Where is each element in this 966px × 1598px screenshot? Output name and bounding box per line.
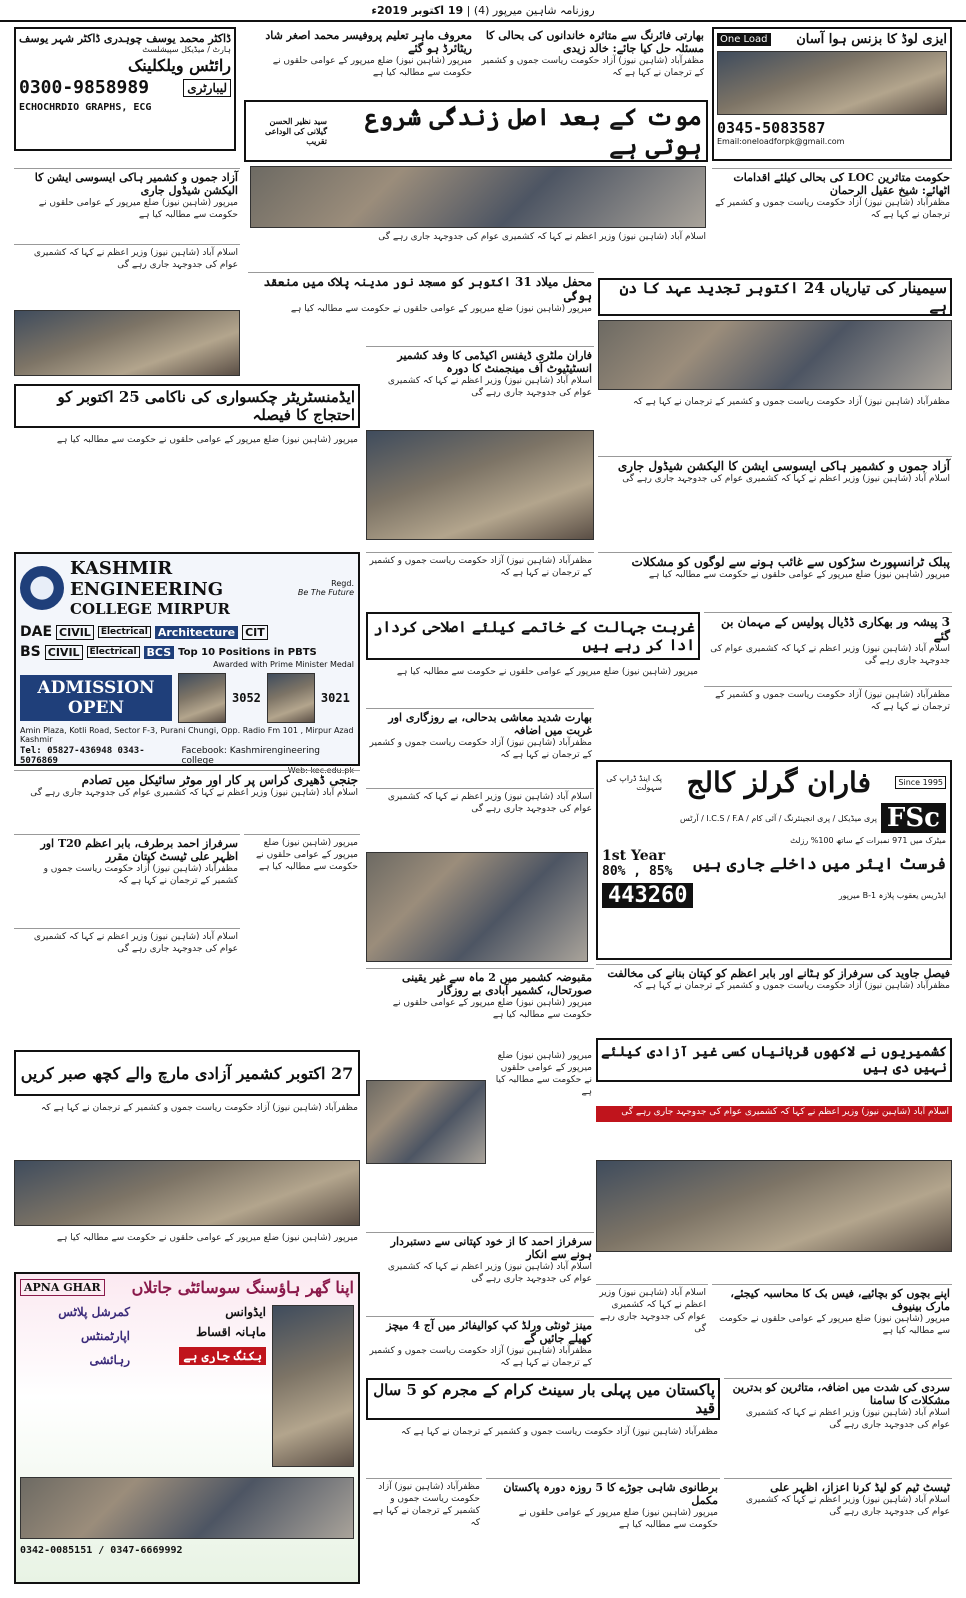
college-name-1: KASHMIR ENGINEERING bbox=[70, 558, 224, 600]
left-lower-small bbox=[14, 928, 240, 1038]
kashmir-2months-story bbox=[366, 968, 594, 1044]
top10-label: Top 10 Positions in PBTS bbox=[178, 646, 317, 658]
center-small-stories-text: اسلام آباد (شاہین نیوز) وزیر اعظم نے کہا کہ کشمیری عوام کی جدوجہد جاری رہے گی bbox=[387, 792, 592, 814]
facebook-body: میرپور (شاہین نیوز) ضلع میرپور کے عوامی حلقوں نے حکومت سے مطالبہ کیا ہے bbox=[719, 1314, 950, 1336]
apna-ghar-brand: APNA GHAR bbox=[20, 1279, 105, 1296]
faran-military-story bbox=[366, 346, 594, 426]
sentence-body bbox=[366, 1424, 720, 1474]
poverty-body bbox=[366, 664, 700, 704]
economy-story bbox=[366, 708, 594, 784]
faran-phone: 443260 bbox=[602, 883, 693, 908]
issue-date: 19 اکتوبر 2019ء bbox=[371, 3, 464, 17]
faran-percent: 80% , 85% bbox=[602, 864, 673, 879]
apna-ghar-phones: 0342-0085151 / 0347-6669992 bbox=[20, 1545, 183, 1556]
college-name-2: COLLEGE MIRPUR bbox=[70, 600, 230, 618]
t20-body: مظفرآباد (شاہین نیوز) آزاد حکومت ریاست جموں و کشمیر کے ترجمان نے کہا ہے کہ bbox=[43, 864, 238, 886]
t20-headline: سرفراز احمد برطرف، بابر اعظم T20 اور اظہر علی ٹیسٹ کپتان مقرر bbox=[40, 837, 238, 863]
sentence-body-text: مظفرآباد (شاہین نیوز) آزاد حکومت ریاست جموں و کشمیر کے ترجمان نے کہا ہے کہ bbox=[401, 1427, 718, 1437]
t20-story bbox=[14, 834, 240, 924]
accident-headline: جنجی ڈھیری کراس پر کار اور موٹر سائیکل میں تصادم bbox=[81, 773, 358, 787]
sarfraz-story bbox=[366, 1232, 594, 1312]
test-team-headline: ٹیسٹ ٹیم کو لیڈ کرنا اعزاز، اظہر علی bbox=[770, 1481, 950, 1494]
worldcup-headline: مینز ٹونٹی ورلڈ کپ کوالیفائر میں آج 4 میچز کھیلے جائیں گے bbox=[386, 1319, 592, 1345]
economy-headline: بھارت شدید معاشی بدحالی، بے روزگاری اور غربت میں اضافہ bbox=[388, 711, 592, 737]
economy-body: مظفرآباد (شاہین نیوز) آزاد حکومت ریاست جموں و کشمیر کے ترجمان نے کہا ہے کہ bbox=[369, 738, 592, 760]
police-story bbox=[704, 612, 952, 682]
sarfraz-body: اسلام آباد (شاہین نیوز) وزیر اعظم نے کہا کہ کشمیری عوام کی جدوجہد جاری رہے گی bbox=[387, 1262, 592, 1284]
student-photo-1 bbox=[178, 673, 226, 723]
cold-body: اسلام آباد (شاہین نیوز) وزیر اعظم نے کہا کہ کشمیری عوام کی جدوجہد جاری رہے گی bbox=[745, 1408, 950, 1430]
bcs-badge: BCS bbox=[144, 646, 175, 659]
sentence-banner bbox=[366, 1378, 720, 1420]
score-1: 3052 bbox=[232, 691, 261, 705]
left-lower-small-text: اسلام آباد (شاہین نیوز) وزیر اعظم نے کہا کہ کشمیری عوام کی جدوجہد جاری رہے گی bbox=[33, 932, 238, 954]
faran-title: فاران گرلز کالج bbox=[686, 766, 871, 799]
worldcup-body: مظفرآباد (شاہین نیوز) آزاد حکومت ریاست جموں و کشمیر کے ترجمان نے کہا ہے کہ bbox=[369, 1346, 592, 1368]
medal-label: Awarded with Prime Minister Medal bbox=[213, 660, 354, 669]
captaincy-story bbox=[596, 964, 952, 1034]
college-web: Web: kec.edu.pk bbox=[287, 766, 354, 775]
booking-label: بکنگ جاری ہے bbox=[179, 1347, 266, 1365]
test-team-story bbox=[724, 1478, 952, 1584]
fsc-label: FSc bbox=[881, 803, 946, 833]
faran-military-body: اسلام آباد (شاہین نیوز) وزیر اعظم نے کہا کہ کشمیری عوام کی جدوجہد جاری رہے گی bbox=[387, 376, 592, 398]
clinic-tests: ECHOCHRDIO GRAPHS, ECG bbox=[19, 102, 152, 113]
architecture-badge: Architecture bbox=[155, 626, 238, 639]
kashmir-2months-headline: مقبوضہ کشمیر میں 2 ماہ سے غیر یقینی صورتحال، کشمیر آبادی بے روزگار bbox=[401, 971, 592, 997]
bottom-center-small-text: مظفرآباد (شاہین نیوز) آزاد حکومت ریاست جموں و کشمیر کے ترجمان نے کہا ہے کہ bbox=[372, 1482, 480, 1528]
apartments-label: اپارٹمنٹس bbox=[81, 1329, 130, 1343]
meeting-photo-center bbox=[366, 852, 588, 962]
facebook-headline: اپنے بچوں کو بچائیے، فیس بک کا محاسبہ کیجئے، مارک بینیوف bbox=[730, 1287, 950, 1313]
admin-body bbox=[14, 432, 360, 546]
meeting-photo-right bbox=[596, 1160, 952, 1252]
bottom-center-small bbox=[366, 1478, 482, 1584]
lead-banner bbox=[244, 100, 708, 162]
left-caption-text: میرپور (شاہین نیوز) ضلع میرپور کے عوامی حلقوں نے حکومت سے مطالبہ کیا ہے bbox=[56, 1233, 358, 1243]
easyload-phone: 0345-5083587 bbox=[717, 119, 826, 137]
masthead: روزنامہ شاہین میرپور (4) bbox=[473, 3, 595, 17]
loc-body: مظفرآباد (شاہین نیوز) آزاد حکومت ریاست جموں و کشمیر کے ترجمان نے کہا ہے کہ bbox=[715, 198, 950, 220]
oct27-body-text: مظفرآباد (شاہین نیوز) آزاد حکومت ریاست جموں و کشمیر کے ترجمان نے کہا ہے کہ bbox=[41, 1103, 358, 1113]
admin-banner bbox=[14, 384, 360, 428]
election2-story bbox=[598, 456, 952, 546]
milad-headline: محفل میلاد 31 اکتوبر کو مسجد نور مدینہ پلاک میں منعقد ہوگی bbox=[263, 275, 592, 303]
small-story-left bbox=[14, 244, 240, 304]
left-mid-small bbox=[244, 834, 360, 1044]
clinic-name: رائٹس ویلکلینک bbox=[127, 56, 231, 75]
left-caption bbox=[14, 1230, 360, 1266]
loc-headline: حکومت متاثرین LOC کی بحالی کیلئے اقدامات اٹھائے: شیخ عقیل الرحمان bbox=[733, 171, 950, 197]
hockey-story bbox=[14, 168, 240, 240]
lead-photo bbox=[250, 166, 706, 228]
student-photo-2 bbox=[267, 673, 315, 723]
doctor-name-2: ڈاکٹر شہر یوسف bbox=[19, 32, 101, 45]
faran-ad bbox=[596, 760, 952, 960]
residential-label: رہائشی bbox=[89, 1353, 130, 1367]
oct27-headline: 27 اکتوبر کشمیر آزادی مارچ والے کچھ صبر کریں bbox=[20, 1063, 354, 1083]
black-day-photo bbox=[598, 320, 952, 390]
apna-ghar-title: اپنا گھر ہاؤسنگ سوسائٹی جاتلاں bbox=[131, 1278, 354, 1297]
hockey-body: میرپور (شاہین نیوز) ضلع میرپور کے عوامی حلقوں نے حکومت سے مطالبہ کیا ہے bbox=[38, 198, 238, 220]
transport-story bbox=[598, 552, 952, 608]
poverty-headline: غربت جہالت کے خاتمے کیلئے اصلاحی کردار ادا کر رہے ہیں bbox=[373, 618, 695, 654]
police-headline: 3 پیشہ ور بھکاری ڈڈیال پولیس کے مہمان بن گئے bbox=[720, 615, 950, 643]
sacrifice-headline: کشمیریوں نے لاکھوں قربانیاں کسی غیر آزادی کیلئے نہیں دی ہیں bbox=[601, 1044, 947, 1076]
easyload-image bbox=[717, 51, 947, 115]
easyload-ad bbox=[712, 27, 952, 161]
captaincy-body: مظفرآباد (شاہین نیوز) آزاد حکومت ریاست جموں و کشمیر کے ترجمان نے کہا ہے کہ bbox=[633, 981, 950, 991]
award-stories-text: میرپور (شاہین نیوز) ضلع میرپور کے عوامی حلقوں نے حکومت سے مطالبہ کیا ہے bbox=[495, 1051, 592, 1097]
royal-body: میرپور (شاہین نیوز) ضلع میرپور کے عوامی حلقوں نے حکومت سے مطالبہ کیا ہے bbox=[518, 1508, 718, 1530]
transport-body: میرپور (شاہین نیوز) ضلع میرپور کے عوامی حلقوں نے حکومت سے مطالبہ کیا ہے bbox=[648, 570, 950, 580]
admin-body-text: میرپور (شاہین نیوز) ضلع میرپور کے عوامی حلقوں نے حکومت سے مطالبہ کیا ہے bbox=[56, 435, 358, 445]
lead-caption bbox=[250, 231, 706, 265]
open-label: OPEN bbox=[67, 698, 125, 718]
oct27-banner bbox=[14, 1050, 360, 1096]
admin-headline: ایڈمنسٹریٹر چکسواری کی ناکامی 25 اکتوبر کو احتجاج کا فیصلہ bbox=[57, 388, 355, 424]
first-year-label: 1st Year bbox=[602, 848, 666, 864]
clinic-specialty: ہارٹ / میڈیکل سپیشلسٹ bbox=[142, 45, 231, 54]
faran-address: ایڈریس یعقوب پلازہ B-1 میرپور bbox=[838, 891, 946, 900]
award-stories bbox=[490, 1048, 594, 1228]
cold-headline: سردی کی شدت میں اضافہ، متاثرین کو بدترین مشکلات کا سامنا bbox=[732, 1381, 950, 1407]
kashmir-2months-body: میرپور (شاہین نیوز) ضلع میرپور کے عوامی حلقوں نے حکومت سے مطالبہ کیا ہے bbox=[392, 998, 592, 1020]
page-header: روزنامہ شاہین میرپور (4) | 19 اکتوبر 2019ء bbox=[0, 0, 966, 22]
hockey-headline: آزاد جموں و کشمیر ہاکی ایسوسی ایشن کا الیکشن شیڈول جاری bbox=[34, 171, 238, 197]
engineering-ad bbox=[14, 552, 360, 775]
sacrifice-banner bbox=[596, 1038, 952, 1082]
civil-badge: CIVIL bbox=[56, 625, 94, 640]
black-day-body bbox=[598, 394, 952, 450]
tagline: Be The Future bbox=[297, 588, 354, 597]
college-tel: Tel: 05827-436948 0343-5076869 bbox=[20, 746, 145, 766]
poverty-banner bbox=[366, 612, 700, 660]
black-day-headline: سیمینار کی تیاریاں 24 اکتوبر تجدید عہد کا دن ہے bbox=[619, 279, 947, 315]
advance-label: ایڈوانس bbox=[225, 1305, 266, 1319]
regd-label: Regd. bbox=[331, 579, 354, 588]
cit-badge: CIT bbox=[242, 625, 268, 640]
left-mid-small-text: میرپور (شاہین نیوز) ضلع میرپور کے عوامی حلقوں نے حکومت سے مطالبہ کیا ہے bbox=[256, 838, 358, 872]
middle-small-story bbox=[366, 552, 594, 608]
red-highlight-text: اسلام آباد (شاہین نیوز) وزیر اعظم نے کہا کہ کشمیری عوام کی جدوجہد جاری رہے گی bbox=[621, 1107, 949, 1117]
college-logo-icon bbox=[20, 566, 64, 610]
royal-headline: برطانوی شاہی جوڑے کا 5 روزہ دورہ پاکستان مکمل bbox=[503, 1481, 718, 1507]
dae-label: DAE bbox=[20, 624, 53, 640]
apna-ghar-site-photo bbox=[20, 1477, 354, 1539]
accident-story bbox=[14, 770, 360, 830]
milad-story bbox=[248, 272, 594, 342]
black-day-banner bbox=[598, 278, 952, 316]
retire-story bbox=[244, 27, 474, 97]
center-small-stories bbox=[366, 788, 594, 848]
election2-headline: آزاد جموں و کشمیر ہاکی ایسوسی ایشن کا الیکشن شیڈول جاری bbox=[617, 459, 950, 473]
right-mid-small bbox=[596, 1284, 708, 1374]
bs-label: BS bbox=[20, 644, 41, 660]
installments-label: ماہانہ اقساط bbox=[196, 1325, 266, 1339]
score-2: 3021 bbox=[320, 691, 350, 705]
black-day-body-text: مظفرآباد (شاہین نیوز) آزاد حکومت ریاست جموں و کشمیر کے ترجمان نے کہا ہے کہ bbox=[633, 397, 950, 407]
faran-since: Since 1995 bbox=[895, 776, 946, 789]
lab-label: لیبارٹری bbox=[183, 79, 231, 97]
clinic-ad bbox=[14, 27, 236, 151]
milad-body: میرپور (شاہین نیوز) ضلع میرپور کے عوامی حلقوں نے حکومت سے مطالبہ کیا ہے bbox=[290, 304, 592, 314]
faran-military-headline: فاران ملٹری ڈیفنس اکیڈمی کا وفد کشمیر انسٹیٹیوٹ آف مینجمنٹ کا دورہ bbox=[397, 349, 592, 375]
easyload-email: Email:oneloadforpk@gmail.com bbox=[717, 137, 845, 146]
electrical-badge: Electrical bbox=[98, 626, 151, 638]
facebook-story bbox=[712, 1284, 952, 1374]
firing-story bbox=[478, 27, 706, 97]
firing-body: مظفرآباد (شاہین نیوز) آزاد حکومت ریاست جموں و کشمیر کے ترجمان نے کہا ہے کہ bbox=[481, 56, 704, 78]
sarfraz-headline: سرفراز احمد کا از خود کپتانی سے دستبردار ہونے سے انکار bbox=[390, 1235, 592, 1261]
college-address: Amin Plaza, Kotli Road, Sector F-3, Purani Chungi, Opp. Radio Fm 101 , Mirpur Azad Kashmir bbox=[20, 726, 354, 744]
clinic-phone: 0300-9858989 bbox=[19, 77, 150, 98]
small-right-stories bbox=[704, 686, 952, 756]
right-mid-small-text: اسلام آباد (شاہین نیوز) وزیر اعظم نے کہا کہ کشمیری عوام کی جدوجہد جاری رہے گی bbox=[599, 1288, 706, 1334]
small-right-stories-text: مظفرآباد (شاہین نیوز) آزاد حکومت ریاست جموں و کشمیر کے ترجمان نے کہا ہے کہ bbox=[715, 690, 950, 712]
college-facebook: Facebook: Kashmirengineering college bbox=[181, 746, 320, 766]
loc-story bbox=[712, 168, 952, 268]
commercial-label: کمرشل پلاٹس bbox=[58, 1305, 130, 1319]
meeting-photo-left bbox=[14, 310, 240, 376]
apna-ghar-ad bbox=[14, 1272, 360, 1584]
gathering-photo-left bbox=[14, 1160, 360, 1226]
apna-ghar-model-photo bbox=[272, 1305, 354, 1467]
transport-headline: پبلک ٹرانسپورٹ سڑکوں سے غائب ہونے سے لوگوں کو مشکلات bbox=[631, 555, 950, 569]
election2-body: اسلام آباد (شاہین نیوز) وزیر اعظم نے کہا کہ کشمیری عوام کی جدوجہد جاری رہے گی bbox=[622, 474, 950, 484]
cold-story bbox=[724, 1378, 952, 1438]
easyload-title: ایزی لوڈ کا بزنس ہوا آسان bbox=[796, 32, 947, 47]
police-body: اسلام آباد (شاہین نیوز) وزیر اعظم نے کہا کہ کشمیری عوام کی جدوجہد جاری رہے گی bbox=[710, 644, 950, 666]
accident-body: اسلام آباد (شاہین نیوز) وزیر اعظم نے کہا کہ کشمیری عوام کی جدوجہد جاری رہے گی bbox=[30, 788, 358, 798]
delegation-photo bbox=[366, 430, 594, 540]
firing-headline: بھارتی فائرنگ سے متاثرہ خاندانوں کی بحالی کا مسئلہ حل کیا جائے: خالد زیدی bbox=[485, 29, 704, 55]
sentence-headline: پاکستان میں پہلی بار سینٹ کرام کے مجرم کو 5 سال قید bbox=[373, 1381, 715, 1417]
lead-headline: موت کے بعد اصل زندگی شروع ہوتی ہے bbox=[364, 102, 702, 160]
poverty-body-text: میرپور (شاہین نیوز) ضلع میرپور کے عوامی حلقوں نے حکومت سے مطالبہ کیا ہے bbox=[396, 667, 698, 677]
lead-caption-text: اسلام آباد (شاہین نیوز) وزیر اعظم نے کہا کہ کشمیری عوام کی جدوجہد جاری رہے گی bbox=[378, 232, 706, 242]
faran-programs: پری میڈیکل / پری انجینئرنگ / آئی کام / I.C.S / F.A / آرٹس bbox=[680, 813, 877, 823]
middle-small-story-text: مظفرآباد (شاہین نیوز) آزاد حکومت ریاست جموں و کشمیر کے ترجمان نے کہا ہے کہ bbox=[369, 556, 592, 578]
admission-label: ADMISSION bbox=[37, 678, 155, 698]
retire-headline: معروف ماہر تعلیم پروفیسر محمد اصغر شاد ریٹائرڈ ہو گئے bbox=[265, 29, 472, 55]
easyload-brand: One Load bbox=[717, 33, 771, 46]
doctor-name-1: ڈاکٹر محمد یوسف چوہدری bbox=[103, 32, 231, 45]
lead-subhead: سید نظیر الحسن گیلانی کی الوداعی تقریب bbox=[265, 116, 328, 146]
award-photo bbox=[366, 1080, 486, 1164]
royal-story bbox=[486, 1478, 720, 1584]
test-team-body: اسلام آباد (شاہین نیوز) وزیر اعظم نے کہا کہ کشمیری عوام کی جدوجہد جاری رہے گی bbox=[745, 1495, 950, 1517]
retire-body: میرپور (شاہین نیوز) ضلع میرپور کے عوامی حلقوں نے حکومت سے مطالبہ کیا ہے bbox=[272, 56, 472, 78]
faran-admission: فرسٹ ایئر میں داخلے جاری ہیں bbox=[693, 854, 946, 873]
red-highlight-bar bbox=[596, 1106, 952, 1122]
small-story-left-text: اسلام آباد (شاہین نیوز) وزیر اعظم نے کہا کہ کشمیری عوام کی جدوجہد جاری رہے گی bbox=[33, 248, 238, 270]
bs-civil-badge: CIVIL bbox=[45, 645, 83, 660]
oct27-body bbox=[14, 1100, 360, 1156]
captaincy-headline: فیصل جاوید کی سرفراز کو ہٹانے اور بابر اعظم کو کپتان بنانے کی مخالفت bbox=[607, 967, 950, 980]
worldcup-story bbox=[366, 1316, 594, 1376]
faran-results: میٹرک میں 971 نمبرات کے ساتھ 100% رزلٹ bbox=[790, 836, 946, 845]
faran-pickup: پک اینڈ ڈراپ کی سہولت bbox=[606, 773, 663, 792]
bs-electrical-badge: Electrical bbox=[87, 646, 140, 658]
